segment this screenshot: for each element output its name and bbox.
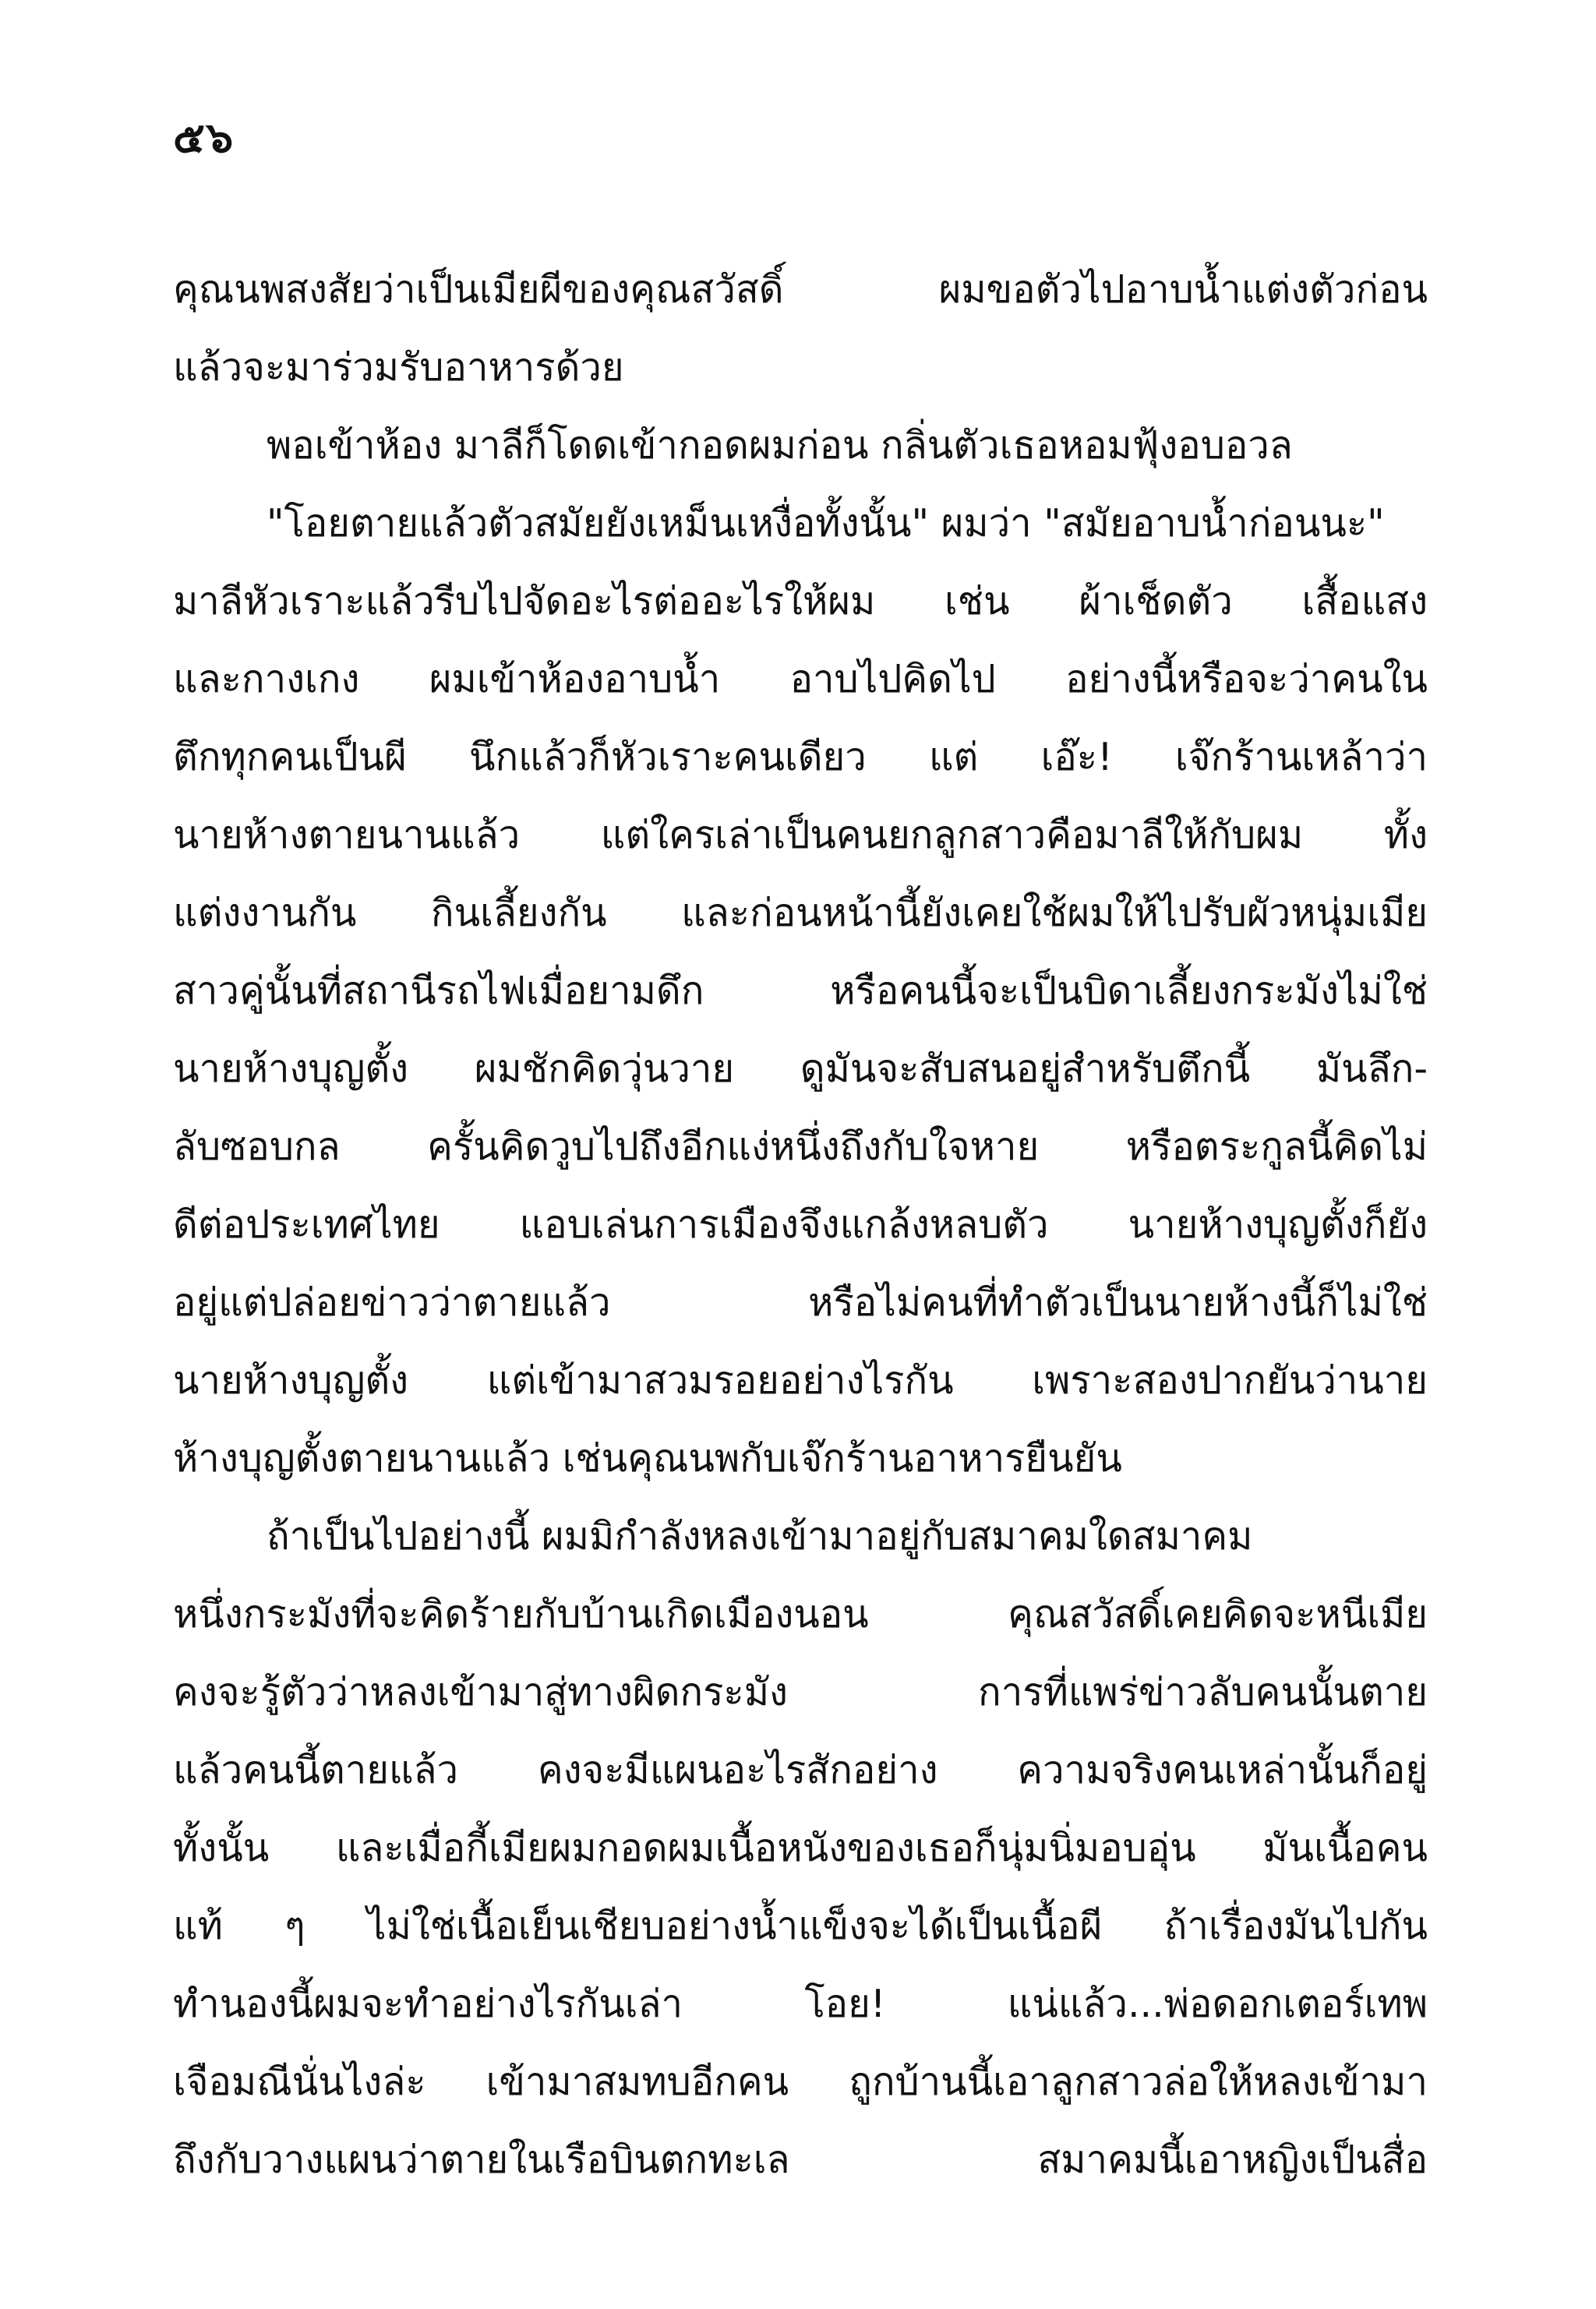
text-line: นายห้างตายนานแล้ว แต่ใครเล่าเป็นคนยกลูกสาวคือมาลีให้กับผม ทั้ง: [173, 813, 1428, 857]
text-line: ลับซอบกล ครั้นคิดวูบไปถึงอีกแง่หนึ่งถึงกับใจหาย หรือตระกูลนี้คิดไม่: [173, 1124, 1428, 1169]
text-line: "โอยตายแล้วตัวสมัยยังเหม็นเหงื่อทั้งนั้น" ผมว่า "สมัยอาบน้ำก่อนนะ": [267, 501, 1385, 545]
text-line: ดีต่อประเทศไทย แอบเล่นการเมืองจึงแกล้งหลบตัว นายห้างบุญตั้งก็ยัง: [173, 1202, 1428, 1247]
text-line: ถึงกับวางแผนว่าตายในเรือบินตกทะเล สมาคมนี้เอาหญิงเป็นสื่อ: [173, 2138, 1428, 2182]
text-line: คุณนพสงสัยว่าเป็นเมียผีของคุณสวัสดิ์ ผมขอตัวไปอาบน้ำแต่งตัวก่อน: [173, 267, 1428, 312]
text-line: พอเข้าห้อง มาลีก็โดดเข้ากอดผมก่อน กลิ่นตัวเธอหอมฟุ้งอบอวล: [267, 423, 1293, 468]
text-line: ทั้งนั้น และเมื่อกี้เมียผมกอดผมเนื้อหนังของเธอก็นุ่มนิ่มอบอุ่น มันเนื้อคน: [173, 1826, 1428, 1870]
body-text: [173, 251, 1428, 2199]
text-line: ตึกทุกคนเป็นผี นึกแล้วก็หัวเราะคนเดียว แต่ เอ๊ะ! เจ๊กร้านเหล้าว่า: [173, 735, 1428, 779]
page-number: ๕๖: [173, 113, 235, 162]
text-line: อยู่แต่ปล่อยข่าวว่าตายแล้ว หรือไม่คนที่ทำตัวเป็นนายห้างนี้ก็ไม่ใช่: [173, 1280, 1428, 1325]
text-line: แล้วคนนี้ตายแล้ว คงจะมีแผนอะไรสักอย่าง ความจริงคนเหล่านั้นก็อยู่: [173, 1748, 1428, 1792]
text-line: แล้วจะมาร่วมรับอาหารด้วย: [173, 345, 624, 390]
text-line: แท้ ๆ ไม่ใช่เนื้อเย็นเชียบอย่างน้ำแข็งจะได้เป็นเนื้อผี ถ้าเรื่องมันไปกัน: [173, 1904, 1428, 1948]
text-line: มาลีหัวเราะแล้วรีบไปจัดอะไรต่ออะไรให้ผม เช่น ผ้าเช็ดตัว เสื้อแสง: [173, 579, 1428, 623]
text-line: แต่งงานกัน กินเลี้ยงกัน และก่อนหน้านี้ยังเคยใช้ผมให้ไปรับผัวหนุ่มเมีย: [173, 891, 1428, 935]
text-line: นายห้างบุญตั้ง แต่เข้ามาสวมรอยอย่างไรกัน เพราะสองปากยันว่านาย: [173, 1358, 1428, 1403]
text-line: ทำนองนี้ผมจะทำอย่างไรกันเล่า โอย! แน่แล้ว...พ่อดอกเตอร์เทพ: [173, 1982, 1428, 2026]
text-line: เจือมณีนั่นไงล่ะ เข้ามาสมทบอีกคน ถูกบ้านนี้เอาลูกสาวล่อให้หลงเข้ามา: [173, 2060, 1428, 2104]
text-line: คงจะรู้ตัวว่าหลงเข้ามาสู่ทางผิดกระมัง การที่แพร่ข่าวลับคนนั้นตาย: [173, 1670, 1428, 1714]
text-line: และกางเกง ผมเข้าห้องอาบน้ำ อาบไปคิดไป อย่างนี้หรือจะว่าคนใน: [173, 657, 1428, 701]
text-line: สาวคู่นั้นที่สถานีรถไฟเมื่อยามดึก หรือคนนี้จะเป็นบิดาเลี้ยงกระมังไม่ใช่: [173, 969, 1428, 1013]
text-line: หนึ่งกระมังที่จะคิดร้ายกับบ้านเกิดเมืองนอน คุณสวัสดิ์เคยคิดจะหนีเมีย: [173, 1592, 1428, 1636]
text-line: ถ้าเป็นไปอย่างนี้ ผมมิกำลังหลงเข้ามาอยู่กับสมาคมใดสมาคม: [267, 1514, 1253, 1559]
text-line: ห้างบุญตั้งตายนานแล้ว เช่นคุณนพกับเจ๊กร้านอาหารยืนยัน: [173, 1436, 1122, 1481]
text-line: นายห้างบุญตั้ง ผมชักคิดวุ่นวาย ดูมันจะสับสนอยู่สำหรับตึกนี้ มันลึก-: [173, 1047, 1428, 1091]
